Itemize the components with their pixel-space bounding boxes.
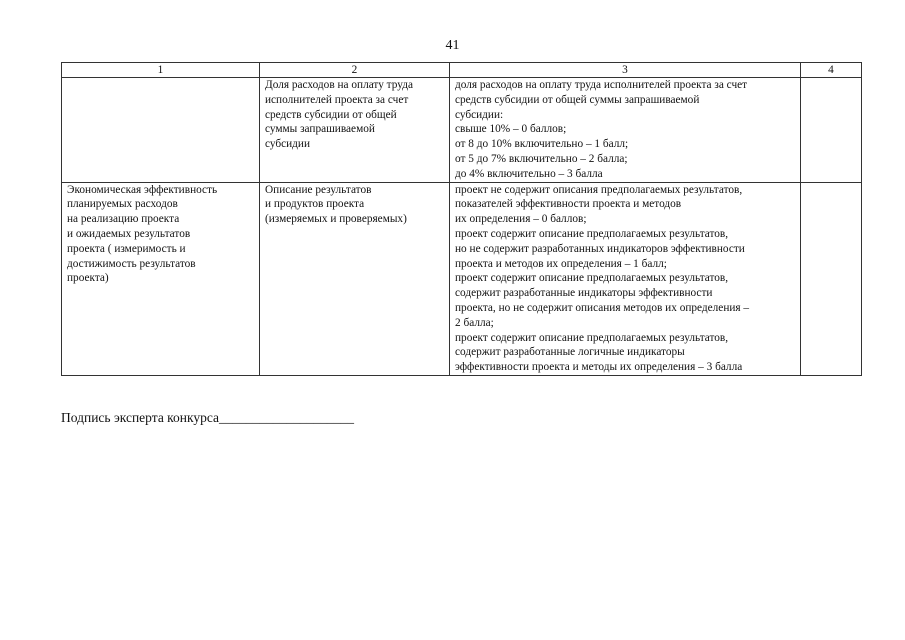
score-cell	[801, 78, 862, 183]
signature-blank: ____________________	[219, 410, 355, 425]
criterion-line: и ожидаемых результатов	[67, 227, 191, 240]
column-header: 1	[62, 63, 260, 78]
indicator-line: (измеряемых и проверяемых)	[265, 213, 407, 226]
indicator-line: и продуктов проекта	[265, 198, 365, 211]
scoring-line: проект содержит описание предполагаемых результатов,	[455, 227, 729, 240]
indicator-line: Описание результатов	[265, 183, 372, 196]
indicator-cell	[260, 78, 450, 183]
scoring-line: доля расходов на оплату труда исполнителей проекта за счет	[455, 79, 748, 91]
criterion-line: на реализацию проекта	[67, 213, 180, 226]
indicator-cell	[260, 182, 450, 375]
indicator-line: субсидии	[265, 138, 311, 151]
criterion-line: Экономическая эффективность	[67, 183, 218, 196]
criterion-line: планируемых расходов	[67, 198, 178, 211]
table-row	[62, 182, 862, 375]
scoring-line: субсидии:	[455, 108, 504, 121]
scoring-line: эффективности проекта и методы их определения – 3 балла	[455, 361, 743, 374]
scoring-line: показателей эффективности проекта и методов	[455, 198, 682, 211]
column-header: 2	[260, 63, 450, 78]
indicator-line: средств субсидии от общей	[265, 108, 397, 121]
scoring-line: проект содержит описание предполагаемых результатов,	[455, 331, 729, 344]
scoring-line: от 8 до 10% включительно – 1 балл;	[455, 138, 629, 151]
indicator-line: суммы запрашиваемой	[265, 123, 375, 136]
scoring-line: содержит разработанные индикаторы эффективности	[455, 287, 713, 300]
criteria-table	[61, 62, 862, 376]
score-cell	[801, 182, 862, 375]
scoring-cell	[450, 78, 801, 183]
scoring-cell	[450, 182, 801, 375]
signature-line	[61, 410, 354, 426]
scoring-line: проект не содержит описания предполагаемых результатов,	[455, 183, 743, 196]
scoring-line: от 5 до 7% включительно – 2 балла;	[455, 152, 628, 165]
criterion-line: проекта)	[67, 272, 109, 285]
indicator-line: Доля расходов на оплату труда	[265, 79, 413, 91]
scoring-line: до 4% включительно – 3 балла	[455, 167, 603, 180]
scoring-line: проект содержит описание предполагаемых результатов,	[455, 272, 729, 285]
criterion-line: проекта ( измеримость и	[67, 242, 186, 255]
page-number: 41	[445, 38, 460, 53]
indicator-line: исполнителей проекта за счет	[265, 93, 409, 106]
column-header: 3	[450, 63, 801, 78]
scoring-line: их определения – 0 баллов;	[455, 213, 587, 226]
scoring-line: свыше 10% – 0 баллов;	[455, 123, 567, 136]
criterion-cell	[62, 78, 260, 183]
criterion-line: достижимость результатов	[67, 257, 196, 270]
scoring-line: средств субсидии от общей суммы запрашиваемой	[455, 93, 700, 106]
table-header-row	[62, 63, 862, 78]
scoring-line: проекта и методов их определения – 1 балл;	[455, 257, 667, 270]
signature-label: Подпись эксперта конкурса	[61, 410, 220, 425]
table-row	[62, 78, 862, 183]
scoring-line: содержит разработанные логичные индикаторы	[455, 346, 685, 359]
criterion-cell	[62, 182, 260, 375]
scoring-line: но не содержит разработанных индикаторов эффективности	[455, 242, 745, 255]
scoring-line: 2 балла;	[455, 316, 494, 329]
column-header: 4	[801, 63, 862, 78]
scoring-line: проекта, но не содержит описания методов их определения –	[455, 301, 750, 314]
